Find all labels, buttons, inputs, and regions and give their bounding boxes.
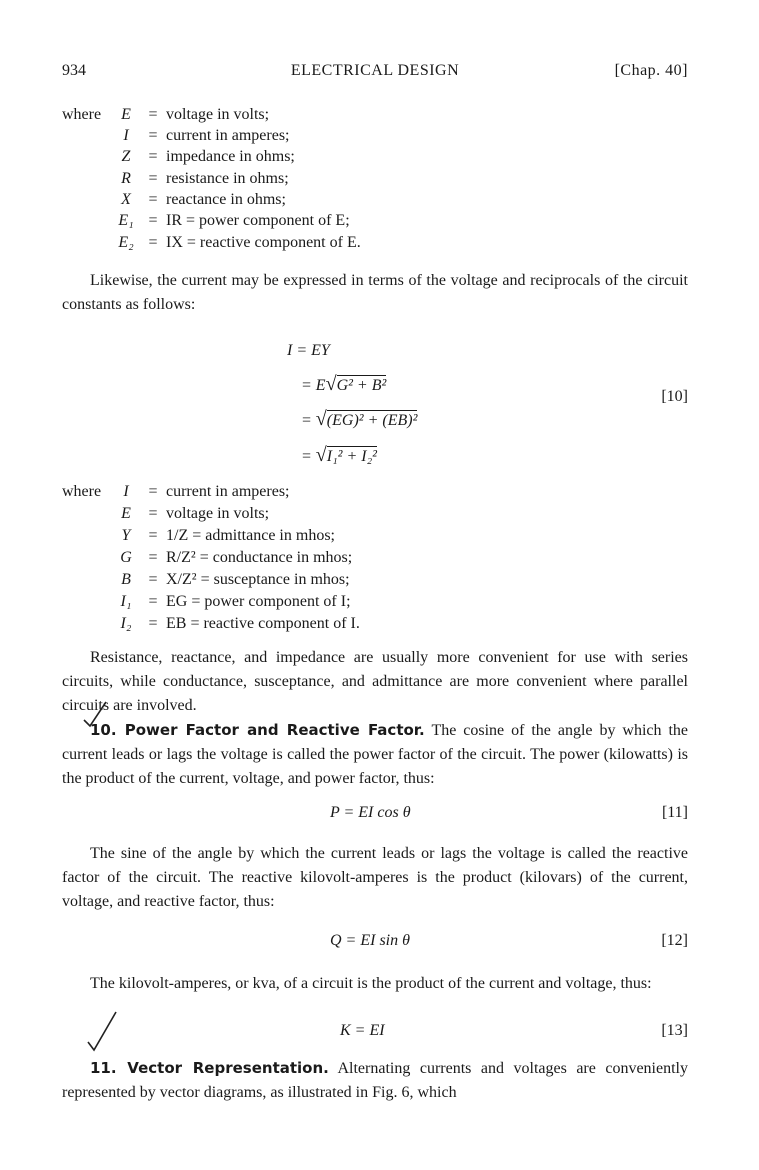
paragraph: Resistance, reactance, and impedance are usually more convenient for use with series circuits, while conductance, susceptance, and admittance are more convenient where parallel circuits are involved.	[62, 649, 688, 714]
definition-item: B = X/Z² = susceptance in mhos;	[121, 571, 350, 588]
definition-item: Z = impedance in ohms;	[121, 148, 295, 165]
definition-item: R = resistance in ohms;	[121, 170, 289, 187]
equation-line: = √(EG)² + (EB)²	[301, 408, 418, 430]
equation-line: = E√G² + B²	[301, 373, 387, 395]
section-text: The cosine of the angle by which the current leads or lags the voltage is called the power factor of the circuit. The power (kilowatts) is the product of the current, voltage, and power factor, thus:	[62, 722, 688, 787]
handwritten-check-icon	[86, 1010, 120, 1052]
definition-item: E = voltage in volts;	[121, 505, 270, 522]
definitions-intro: where	[62, 106, 102, 123]
running-header	[62, 62, 688, 86]
definition-item: I₂ = EB = reactive component of I.	[120, 615, 360, 632]
paragraph: The sine of the angle by which the current leads or lags the voltage is called the reactive factor of the circuit. The reactive kilovolt-amperes is the product (kilovars) of the current, voltage, and reactive factor, thus:	[62, 845, 688, 910]
equation-number: [12]	[661, 932, 688, 949]
definition-item: Y = 1/Z = admittance in mhos;	[121, 527, 335, 544]
definition-item: X = reactance in ohms;	[121, 191, 286, 208]
equation-number: [11]	[661, 804, 688, 821]
definition-item: G = R/Z² = conductance in mhos;	[120, 549, 353, 566]
definition-item: E = voltage in volts;	[121, 106, 270, 123]
definition-item: I = current in amperes;	[123, 127, 290, 144]
paragraph: The kilovolt-amperes, or kva, of a circuit is the product of the current and voltage, thus:	[90, 975, 652, 992]
definition-item: E₁ = IR = power component of E;	[118, 212, 350, 229]
chapter-label: [Chap. 40]	[614, 62, 688, 79]
running-title: ELECTRICAL DESIGN	[290, 62, 460, 79]
definitions-intro: where	[62, 483, 102, 500]
section-text: Alternating currents and voltages are conveniently represented by vector diagrams, as illustrated in Fig. 6, which	[62, 1060, 688, 1101]
equation-number: [13]	[661, 1022, 688, 1039]
definition-item: I = current in amperes;	[123, 483, 290, 500]
definition-item: E₂ = IX = reactive component of E.	[118, 234, 361, 251]
equation-line: = √I₁² + I₂²	[301, 444, 377, 466]
section-11	[62, 1056, 688, 1105]
equation-expression: Q = EI sin θ	[330, 932, 410, 949]
definition-item: I₁ = EG = power component of I;	[120, 593, 351, 610]
section-heading: 10. Power Factor and Reactive Factor.	[90, 721, 425, 739]
section-10	[62, 718, 688, 791]
section-heading: 11. Vector Representation.	[90, 1059, 329, 1077]
equation-number: [10]	[661, 388, 688, 405]
equation-expression: K = EI	[340, 1022, 385, 1039]
handwritten-check-icon	[80, 698, 110, 728]
equation-line: I = EY	[287, 342, 330, 359]
paragraph: Likewise, the current may be expressed in terms of the voltage and reciprocals of the circuit constants as follows:	[62, 272, 688, 313]
page-number: 934	[62, 62, 86, 79]
equation-expression: P = EI cos θ	[330, 804, 411, 821]
